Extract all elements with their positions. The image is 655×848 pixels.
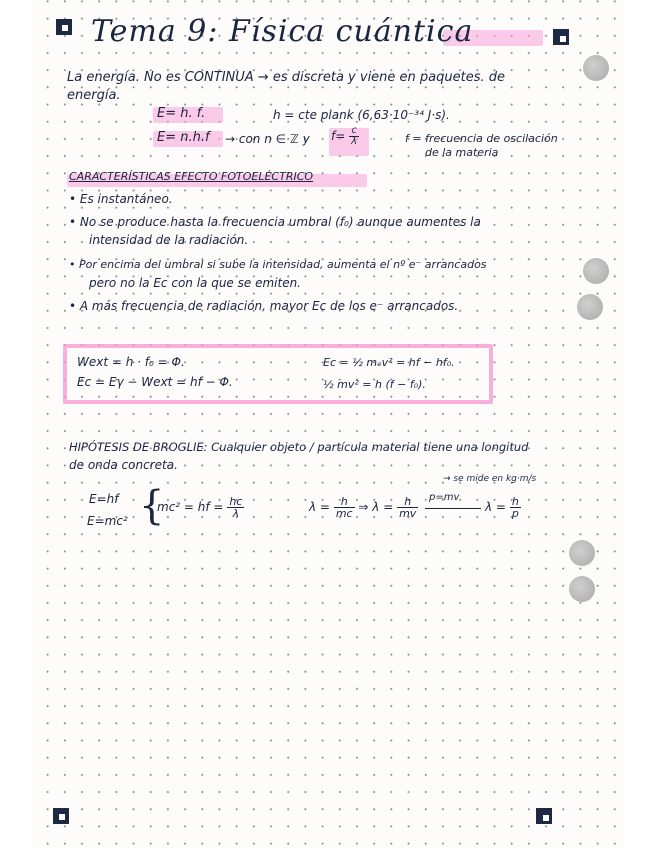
efecto-heading: CARACTERÍSTICAS EFECTO FOTOELÉCTRICO <box>69 170 314 183</box>
f-equals-label: f= <box>331 129 346 143</box>
efecto-bullet-3-line-1: • Por encima del umbral si sube la intensidad, aumenta el nº e⁻ arrancados <box>69 258 487 271</box>
p-denominator: p <box>511 507 519 520</box>
efecto-bullet-3-line-2: pero no la Ec con la que se emiten. <box>89 276 301 290</box>
h-numerator: h <box>511 495 519 508</box>
h-numerator: h <box>397 496 418 508</box>
broglie-e-mc2: E=mc² <box>87 514 128 528</box>
arrow-line <box>425 508 481 509</box>
mc-denominator: mc <box>335 507 353 520</box>
measure-note: → se mide en kg·m/s <box>443 474 537 484</box>
ec-right-formula: Ec = ½ mₑv² = hf − hf₀. <box>323 356 455 369</box>
hc-numerator: hc <box>229 495 243 508</box>
formula-f-equals <box>331 126 359 147</box>
formula-e-nhf: E= n.h.f <box>157 130 210 145</box>
efecto-bullet-1: • Es instantáneo. <box>69 192 173 206</box>
broglie-line-2: de onda concreta. <box>69 458 178 472</box>
binder-hole <box>577 294 603 320</box>
broglie-e-hf: E=hf <box>89 492 119 506</box>
efecto-bullet-4: • A más frecuencia de radiación, mayor Ec de los e⁻ arrancados. <box>69 299 459 313</box>
binder-hole <box>583 258 609 284</box>
efecto-bullet-2-line-1: • No se produce hasta la frecuencia umbral (f₀) aunque aumentes la <box>69 215 481 229</box>
mv-denominator: mv <box>399 507 417 520</box>
freq-def-line-1: f = frecuencia de oscilación <box>405 132 558 145</box>
c-numerator: c <box>349 126 359 137</box>
half-mv-formula: ½ mv² = h (f − f₀). <box>323 378 426 391</box>
lambda-h-p <box>485 496 521 519</box>
h-numerator: h <box>334 496 355 508</box>
ec-formula: Ec = Eγ − Wext = hf − Φ. <box>77 375 233 389</box>
corner-tab-icon <box>553 29 569 45</box>
binder-hole <box>583 55 609 81</box>
freq-def-line-2: de la materia <box>425 146 499 159</box>
brace-symbol: { <box>139 483 165 529</box>
mc2-label: mc² = hf = <box>157 500 224 514</box>
lambda-denominator: λ <box>351 136 358 147</box>
p-mv-label: p=mv <box>429 492 460 503</box>
intro-line-2: energía. <box>67 88 121 103</box>
formula-con-n: → con n ∈ ℤ y <box>225 132 310 146</box>
lambda-h-mc <box>309 496 418 519</box>
intro-line-1: La energía. No es CONTINUA → es discreta y viene en paquetes. de <box>67 70 506 85</box>
mc2-formula <box>157 496 244 519</box>
binder-hole <box>569 540 595 566</box>
corner-tab-icon <box>536 808 552 824</box>
formula-box <box>63 344 493 404</box>
lambda-eq-label: λ = <box>309 500 330 514</box>
efecto-bullet-2-line-2: intensidad de la radiación. <box>89 233 249 247</box>
page-title: Tema 9: Física cuántica <box>91 14 474 49</box>
implies-label: ⇒ λ = <box>358 500 394 514</box>
binder-hole <box>569 576 595 602</box>
lambda-denominator: λ <box>232 507 240 520</box>
corner-tab-icon <box>53 808 69 824</box>
notebook-page <box>33 0 623 848</box>
corner-tab-icon <box>56 19 72 35</box>
lambda-eq-label: λ = <box>485 500 506 514</box>
broglie-line-1: HIPÓTESIS DE BROGLIE: Cualquier objeto / partícula material tiene una longitud <box>69 440 529 454</box>
formula-e-hf: E= h. f. <box>157 106 206 121</box>
planck-constant: h = cte plank (6,63·10⁻³⁴ J·s). <box>273 108 450 122</box>
wext-formula: Wext = h · f₀ = Φ. <box>77 355 185 369</box>
